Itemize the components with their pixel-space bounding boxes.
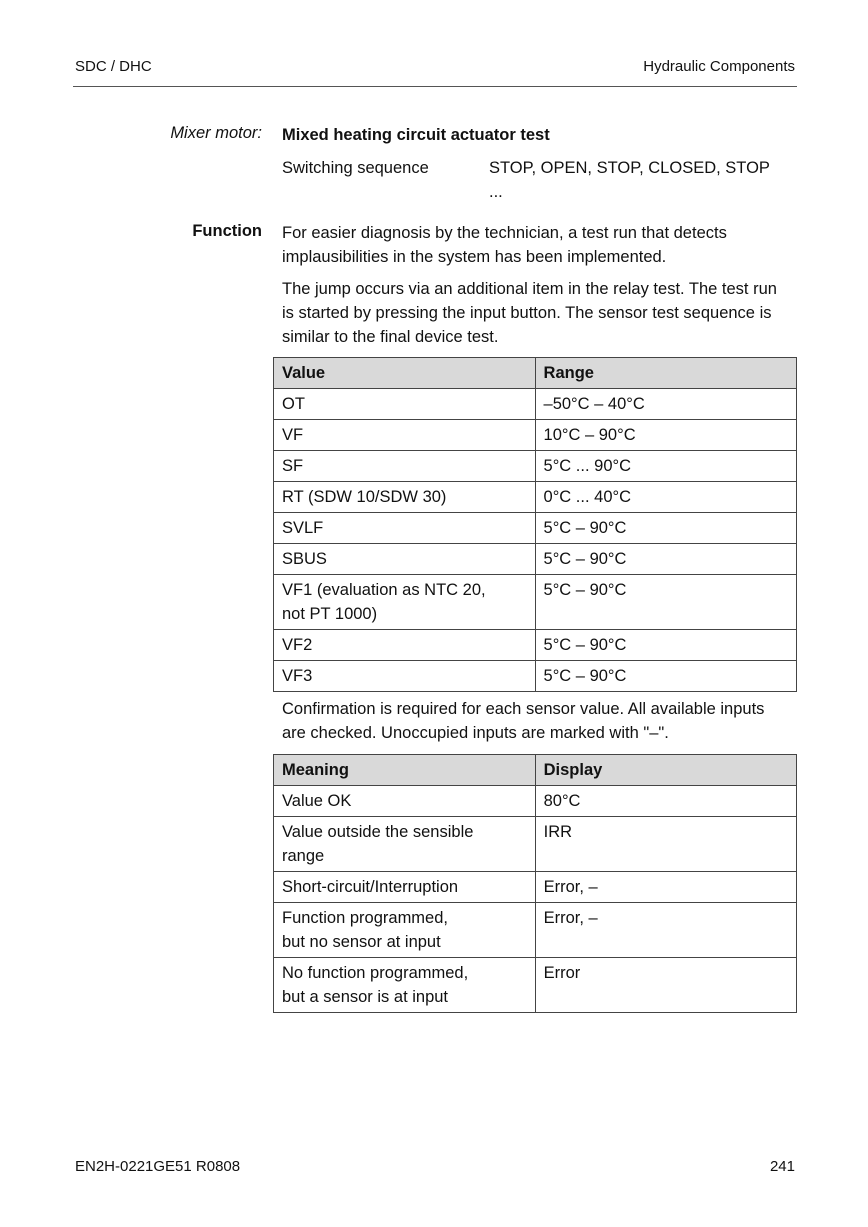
table-row — [274, 630, 797, 661]
table-row — [274, 786, 797, 817]
table-cell: SF — [274, 451, 536, 482]
table-cell: 5°C – 90°C — [535, 544, 796, 575]
column-header: Display — [535, 755, 796, 786]
table-cell: 5°C – 90°C — [535, 630, 796, 661]
table-row — [274, 958, 797, 1013]
table-cell: VF2 — [274, 630, 536, 661]
table-row — [274, 389, 797, 420]
table-cell: IRR — [535, 817, 796, 872]
page-number: 241 — [769, 1158, 795, 1175]
table-row — [274, 420, 797, 451]
table-row — [274, 575, 797, 630]
table-cell: 5°C – 90°C — [535, 513, 796, 544]
footer-doc-id: EN2H-0221GE51 R0808 — [75, 1158, 241, 1175]
table-row — [274, 513, 797, 544]
column-header: Value — [274, 358, 536, 389]
header-section-title: Hydraulic Components — [643, 58, 795, 75]
column-header: Range — [535, 358, 796, 389]
column-header: Meaning — [274, 755, 536, 786]
table-cell: 5°C ... 90°C — [535, 451, 796, 482]
mixer-motor-label: Mixer motor: — [170, 124, 262, 142]
function-paragraph-1: For easier diagnosis by the technician, a test run that detects implausibilities in the system has been implemented. — [282, 224, 727, 266]
table-row — [274, 544, 797, 575]
table-cell: RT (SDW 10/SDW 30) — [274, 482, 536, 513]
table-row — [274, 872, 797, 903]
table-cell: SBUS — [274, 544, 536, 575]
table-cell: VF1 (evaluation as NTC 20, not PT 1000) — [274, 575, 536, 630]
table-cell: Value outside the sensible range — [274, 817, 536, 872]
table-cell: Error, – — [535, 903, 796, 958]
function-paragraph-2: The jump occurs via an additional item in the relay test. The test run is started by pressing the input button. The sensor test sequence is similar to the final device test. — [282, 280, 777, 346]
table-row — [274, 817, 797, 872]
table-cell: Function programmed, but no sensor at input — [274, 903, 536, 958]
table-cell: OT — [274, 389, 536, 420]
table-cell: 10°C – 90°C — [535, 420, 796, 451]
sensor-range-table — [273, 357, 797, 692]
switching-sequence-value: STOP, OPEN, STOP, CLOSED, STOP ... — [489, 159, 770, 201]
table-cell: Short-circuit/Interruption — [274, 872, 536, 903]
display-meaning-table — [273, 754, 797, 1013]
table-cell: VF — [274, 420, 536, 451]
table-cell: No function programmed, but a sensor is at input — [274, 958, 536, 1013]
header-divider — [73, 86, 797, 87]
table-cell: Error, – — [535, 872, 796, 903]
table-row — [274, 903, 797, 958]
table-row — [274, 482, 797, 513]
table-cell: 80°C — [535, 786, 796, 817]
table-row — [274, 661, 797, 692]
table-cell: Error — [535, 958, 796, 1013]
table-cell: SVLF — [274, 513, 536, 544]
table-cell: –50°C – 40°C — [535, 389, 796, 420]
table-row — [274, 451, 797, 482]
table-cell: VF3 — [274, 661, 536, 692]
switching-sequence-label: Switching sequence — [282, 159, 429, 177]
table-cell: 5°C – 90°C — [535, 661, 796, 692]
header-doc-code: SDC / DHC — [75, 58, 152, 75]
function-paragraph-3: Confirmation is required for each sensor value. All available inputs are checked. Unoccupied inputs are marked with "–". — [282, 700, 765, 742]
function-label: Function — [192, 222, 262, 240]
table-cell: Value OK — [274, 786, 536, 817]
table-cell: 5°C – 90°C — [535, 575, 796, 630]
table-cell: 0°C ... 40°C — [535, 482, 796, 513]
mixer-test-title: Mixed heating circuit actuator test — [282, 126, 550, 144]
